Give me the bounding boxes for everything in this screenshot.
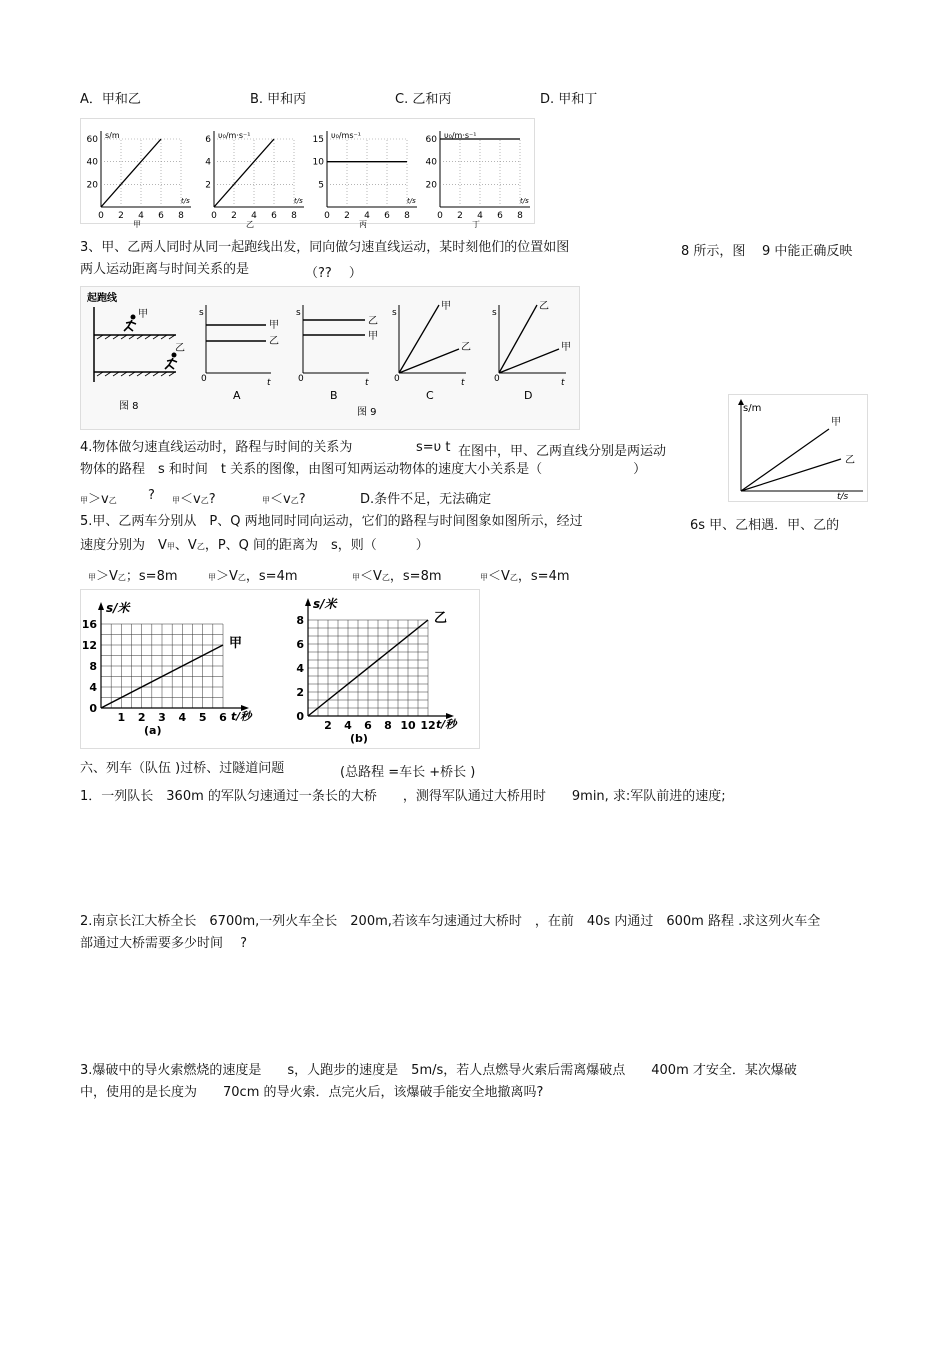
y-tick-label: 20 bbox=[425, 180, 437, 191]
x-tick-label: 6 bbox=[384, 211, 390, 221]
y-tick-label: 4 bbox=[296, 662, 304, 675]
problem-3-line1: 3.爆破中的导火索燃烧的速度是 s，人跑步的速度是 5m/s，若人点燃导火索后需离爆破点 400m 才安全．某次爆破 bbox=[80, 1063, 797, 1078]
x-tick-label: 8 bbox=[291, 211, 297, 221]
y-tick-label: 20 bbox=[86, 180, 98, 191]
svg-text:t: t bbox=[267, 378, 271, 388]
start-line-label: 起跑线 bbox=[87, 293, 117, 304]
x-tick-label: 5 bbox=[198, 711, 207, 724]
graph-d bbox=[492, 300, 571, 402]
y-tick-label: 10 bbox=[312, 157, 324, 168]
x-tick-label: 6 bbox=[271, 211, 277, 221]
q4-formula: s=υ t bbox=[416, 440, 451, 455]
svg-text:甲: 甲 bbox=[561, 342, 571, 353]
runner-jia-icon bbox=[124, 315, 136, 332]
svg-text:D: D bbox=[524, 389, 533, 402]
svg-text:乙: 乙 bbox=[368, 316, 378, 327]
fig9-caption: 图 9 bbox=[357, 407, 377, 418]
y-tick-label: 40 bbox=[425, 157, 437, 168]
svg-text:乙: 乙 bbox=[269, 336, 279, 347]
x-tick-label: 2 bbox=[231, 211, 237, 221]
q5-line1: 5.甲、乙两车分别从 P、Q 两地同时同向运动，它们的路程与时间图象如图所示，经过 bbox=[80, 514, 583, 529]
q4-line1b: 在图中，甲、乙两直线分别是两运动 bbox=[458, 444, 667, 459]
x-tick-label: 6 bbox=[497, 211, 503, 221]
x-tick-label: 4 bbox=[344, 719, 352, 732]
y-axis-label: s/m bbox=[105, 131, 120, 140]
runner-yi-icon bbox=[165, 353, 177, 370]
problem-2-line2: 部通过大桥需要多少时间 ? bbox=[80, 936, 248, 951]
figure-q5-graphs bbox=[80, 589, 480, 749]
q5-line1b: 6s 甲、乙相遇．甲、乙的 bbox=[690, 518, 840, 533]
graph-caption: (a) bbox=[144, 724, 162, 737]
y-tick-label: 60 bbox=[425, 135, 437, 145]
svg-text:s: s bbox=[199, 308, 204, 318]
runner-jia-label: 甲 bbox=[138, 309, 148, 320]
figure-q4-graph bbox=[728, 394, 868, 502]
y-axis-label: υ₀/m·s⁻¹ bbox=[444, 131, 477, 140]
x-tick-label: 4 bbox=[178, 711, 187, 724]
graph-caption: 甲 bbox=[133, 220, 141, 229]
problem-1: 1．一列队长 360m 的军队匀速通过一条长的大桥 ，测得军队通过大桥用时 9min, 求:军队前进的速度; bbox=[80, 789, 726, 804]
x-tick-label: 4 bbox=[477, 211, 483, 221]
x-tick-label: 10 bbox=[400, 719, 416, 732]
svg-text:C: C bbox=[426, 389, 434, 402]
y-tick-label: 60 bbox=[86, 135, 98, 145]
x-tick-label: 4 bbox=[138, 211, 144, 221]
q4-option-a: 甲＞v乙 bbox=[80, 492, 117, 507]
y-tick-label: 40 bbox=[86, 157, 98, 168]
x-tick-label: 2 bbox=[344, 211, 350, 221]
x-tick-label: 4 bbox=[251, 211, 257, 221]
svg-text:甲: 甲 bbox=[269, 320, 279, 331]
svg-text:t: t bbox=[365, 378, 369, 388]
section6-title: 六、列车（队伍 )过桥、过隧道问题 bbox=[80, 761, 285, 776]
section6-formula: (总路程 =车长 +桥长 ) bbox=[340, 765, 476, 780]
x-axis-label: t/s bbox=[294, 197, 303, 205]
choice-c: C. 乙和丙 bbox=[395, 92, 452, 107]
x-axis-label: t/s bbox=[181, 197, 190, 205]
q5-line2: 速度分别为 V甲、V乙，P、Q 间的距离为 s，则（ ） bbox=[80, 538, 429, 553]
graph-caption: 丙 bbox=[359, 220, 367, 229]
x-tick-label: 0 bbox=[324, 211, 330, 221]
problem-3-line2: 中，使用的是长度为 70cm 的导火索．点完火后，该爆破手能安全地撤离吗? bbox=[80, 1085, 544, 1100]
runner-yi-label: 乙 bbox=[175, 343, 185, 354]
q4-option-c: 甲＜v乙? bbox=[262, 492, 306, 507]
y-tick-label: 16 bbox=[81, 618, 97, 631]
svg-text:0: 0 bbox=[298, 374, 304, 384]
svg-text:甲: 甲 bbox=[441, 301, 451, 312]
figure-8-9 bbox=[80, 286, 580, 430]
q3-line1b: 8 所示，图 bbox=[681, 244, 746, 259]
series-label: 乙 bbox=[434, 611, 448, 626]
x-tick-label: 12 bbox=[420, 719, 436, 732]
x-tick-label: 8 bbox=[178, 211, 184, 221]
x-tick-label: 4 bbox=[364, 211, 370, 221]
svg-text:甲: 甲 bbox=[368, 331, 378, 342]
y-tick-label: 2 bbox=[205, 180, 211, 191]
q3-line1c: 9 中能正确反映 bbox=[762, 244, 853, 259]
x-tick-label: 8 bbox=[517, 211, 523, 221]
graph-caption: (b) bbox=[350, 732, 368, 745]
x-tick-label: 6 bbox=[158, 211, 164, 221]
q4-option-b: 甲＜v乙? bbox=[172, 492, 216, 507]
svg-text:B: B bbox=[330, 389, 338, 402]
y-tick-label: 12 bbox=[81, 639, 97, 652]
choice-d: D. 甲和丁 bbox=[540, 92, 598, 107]
svg-text:0: 0 bbox=[494, 374, 500, 384]
x-tick-label: 2 bbox=[457, 211, 463, 221]
svg-text:s: s bbox=[392, 308, 397, 318]
x-tick-label: 0 bbox=[437, 211, 443, 221]
x-tick-label: 3 bbox=[158, 711, 166, 724]
svg-text:A: A bbox=[233, 389, 241, 402]
q5-option-a: 甲＞V乙；s=8m bbox=[88, 569, 178, 584]
series-label: 甲 bbox=[229, 636, 243, 651]
x-axis-label: t/秒 bbox=[231, 710, 252, 723]
svg-text:t/s: t/s bbox=[837, 492, 849, 502]
x-axis-label: t/s bbox=[407, 197, 416, 205]
y-axis-label: s/米 bbox=[313, 597, 337, 611]
q4-line2: 物体的路程 s 和时间 t 关系的图像，由图可知两运动物体的速度大小关系是（ ） bbox=[80, 462, 647, 477]
q5-option-c: 甲＜V乙，s=8m bbox=[352, 569, 442, 584]
y-tick-label: 6 bbox=[296, 638, 304, 651]
y-axis-label: s/米 bbox=[106, 601, 130, 615]
y-axis-label: υ₀/m·s⁻¹ bbox=[218, 131, 251, 140]
graph-caption: 丁 bbox=[472, 220, 480, 229]
x-tick-label: 1 bbox=[117, 711, 126, 724]
x-tick-label: 6 bbox=[219, 711, 227, 724]
graph-a bbox=[199, 305, 279, 402]
svg-text:s: s bbox=[296, 308, 301, 318]
q5-option-d: 甲＜V乙，s=4m bbox=[480, 569, 570, 584]
y-tick-label: 4 bbox=[205, 157, 211, 168]
q3-line1: 3、甲、乙两人同时从同一起跑线出发，同向做匀速直线运动，某时刻他们的位置如图 bbox=[80, 240, 570, 255]
x-tick-label: 8 bbox=[404, 211, 410, 221]
x-axis-label: t/秒 bbox=[436, 718, 457, 731]
graph-b bbox=[296, 305, 378, 418]
q5-option-b: 甲＞V乙，s=4m bbox=[208, 569, 298, 584]
choice-b: B. 甲和丙 bbox=[250, 92, 307, 107]
svg-text:0: 0 bbox=[394, 374, 400, 384]
y-tick-label: 15 bbox=[312, 135, 324, 145]
svg-text:s: s bbox=[492, 308, 497, 318]
x-tick-label: 0 bbox=[98, 211, 104, 221]
choice-a: A．甲和乙 bbox=[80, 92, 141, 107]
x-tick-label: 8 bbox=[384, 719, 392, 732]
svg-text:乙: 乙 bbox=[461, 342, 471, 353]
y-tick-label: 0 bbox=[89, 702, 97, 715]
series-line bbox=[214, 139, 274, 207]
x-tick-label: 2 bbox=[137, 711, 146, 724]
x-tick-label: 2 bbox=[118, 211, 124, 221]
y-axis-label: υ₀/ms⁻¹ bbox=[331, 131, 361, 140]
svg-text:0: 0 bbox=[201, 374, 207, 384]
q3-line2: 两人运动距离与时间关系的是 bbox=[80, 262, 250, 277]
y-tick-label: 4 bbox=[89, 681, 97, 694]
x-axis-label: t/s bbox=[520, 197, 529, 205]
q4-question-mark: ? bbox=[148, 488, 155, 503]
svg-text:t: t bbox=[561, 378, 565, 388]
y-tick-label: 8 bbox=[89, 660, 97, 673]
q3-line2b: （?? ） bbox=[305, 266, 362, 281]
x-tick-label: 2 bbox=[324, 719, 332, 732]
y-tick-label: 5 bbox=[318, 180, 324, 191]
q4-option-d: D.条件不足，无法确定 bbox=[360, 492, 492, 507]
svg-text:乙: 乙 bbox=[845, 455, 855, 466]
x-tick-label: 0 bbox=[211, 211, 217, 221]
y-tick-label: 6 bbox=[205, 135, 211, 145]
y-tick-label: 2 bbox=[296, 686, 304, 699]
svg-text:甲: 甲 bbox=[831, 417, 841, 428]
svg-text:t: t bbox=[461, 378, 465, 388]
series-line bbox=[101, 139, 161, 207]
problem-2-line1: 2.南京长江大桥全长 6700m,一列火车全长 200m,若该车匀速通过大桥时 ，在前 40s 内通过 600m 路程 .求这列火车全 bbox=[80, 914, 821, 929]
graph-c bbox=[392, 300, 471, 402]
y-tick-label: 0 bbox=[296, 710, 304, 723]
y-axis-arrow bbox=[98, 602, 104, 610]
svg-text:s/m: s/m bbox=[743, 403, 762, 414]
graph-caption: 乙 bbox=[246, 220, 254, 229]
svg-text:乙: 乙 bbox=[539, 301, 549, 312]
y-tick-label: 8 bbox=[296, 614, 304, 627]
figure-four-graphs bbox=[80, 118, 535, 229]
y-axis-arrow bbox=[305, 598, 311, 606]
fig8-caption: 图 8 bbox=[119, 401, 139, 412]
q4-line1: 4.物体做匀速直线运动时，路程与时间的关系为 bbox=[80, 440, 353, 455]
x-tick-label: 6 bbox=[364, 719, 372, 732]
